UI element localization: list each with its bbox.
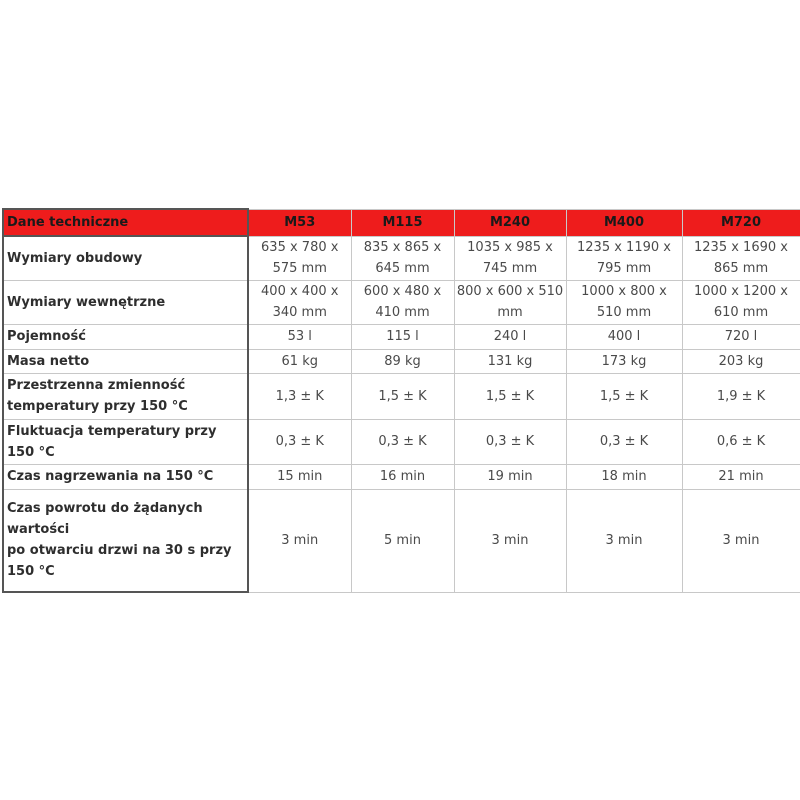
- cell-value: 3 min: [682, 489, 800, 592]
- row-label: Masa netto: [3, 349, 248, 373]
- table-row: [3, 464, 800, 489]
- cell-value: 600 x 480 x 410 mm: [351, 280, 454, 324]
- cell-value: 3 min: [454, 489, 566, 592]
- cell-value: 5 min: [351, 489, 454, 592]
- row-label: [3, 489, 248, 592]
- header-label: Dane techniczne: [3, 209, 248, 236]
- cell-value: 16 min: [351, 464, 454, 489]
- row-label: Fluktuacja temperatury przy 150 °C: [3, 419, 248, 464]
- cell-value: 0,6 ± K: [682, 419, 800, 464]
- table-row: [3, 349, 800, 373]
- technical-data-table: [2, 208, 800, 593]
- header-model: M240: [454, 209, 566, 236]
- cell-value: 240 l: [454, 324, 566, 349]
- cell-value: 1,5 ± K: [566, 373, 682, 419]
- cell-value: 1235 x 1690 x 865 mm: [682, 236, 800, 280]
- table-row: [3, 236, 800, 280]
- table-row: [3, 373, 800, 419]
- table-row: [3, 324, 800, 349]
- cell-value: 89 kg: [351, 349, 454, 373]
- cell-value: 15 min: [248, 464, 351, 489]
- header-model: M53: [248, 209, 351, 236]
- cell-value: 0,3 ± K: [454, 419, 566, 464]
- cell-value: 61 kg: [248, 349, 351, 373]
- cell-value: 173 kg: [566, 349, 682, 373]
- cell-value: 400 l: [566, 324, 682, 349]
- cell-value: 635 x 780 x 575 mm: [248, 236, 351, 280]
- cell-value: 115 l: [351, 324, 454, 349]
- cell-value: 1235 x 1190 x 795 mm: [566, 236, 682, 280]
- row-label: Czas nagrzewania na 150 °C: [3, 464, 248, 489]
- cell-value: 53 l: [248, 324, 351, 349]
- table-row: [3, 489, 800, 592]
- cell-value: 800 x 600 x 510 mm: [454, 280, 566, 324]
- header-model: M400: [566, 209, 682, 236]
- cell-value: 3 min: [248, 489, 351, 592]
- cell-value: 0,3 ± K: [351, 419, 454, 464]
- cell-value: 1,5 ± K: [454, 373, 566, 419]
- header-model: M720: [682, 209, 800, 236]
- row-label-line: Czas powrotu do żądanych wartości: [7, 501, 203, 538]
- row-label: Wymiary wewnętrzne: [3, 280, 248, 324]
- row-label: Przestrzenna zmienność temperatury przy 150 °C: [3, 373, 248, 419]
- table-row: [3, 280, 800, 324]
- cell-value: 1035 x 985 x 745 mm: [454, 236, 566, 280]
- row-label: Pojemność: [3, 324, 248, 349]
- table-row: [3, 419, 800, 464]
- header-model: M115: [351, 209, 454, 236]
- cell-value: 1,5 ± K: [351, 373, 454, 419]
- cell-value: 1,3 ± K: [248, 373, 351, 419]
- cell-value: 203 kg: [682, 349, 800, 373]
- cell-value: 720 l: [682, 324, 800, 349]
- cell-value: 1,9 ± K: [682, 373, 800, 419]
- cell-value: 1000 x 1200 x 610 mm: [682, 280, 800, 324]
- cell-value: 400 x 400 x 340 mm: [248, 280, 351, 324]
- row-label-line: po otwarciu drzwi na 30 s przy 150 °C: [7, 543, 232, 580]
- cell-value: 0,3 ± K: [566, 419, 682, 464]
- cell-value: 0,3 ± K: [248, 419, 351, 464]
- cell-value: 1000 x 800 x 510 mm: [566, 280, 682, 324]
- cell-value: 19 min: [454, 464, 566, 489]
- cell-value: 835 x 865 x 645 mm: [351, 236, 454, 280]
- header-row: [3, 209, 800, 236]
- cell-value: 18 min: [566, 464, 682, 489]
- cell-value: 3 min: [566, 489, 682, 592]
- cell-value: 21 min: [682, 464, 800, 489]
- cell-value: 131 kg: [454, 349, 566, 373]
- row-label: Wymiary obudowy: [3, 236, 248, 280]
